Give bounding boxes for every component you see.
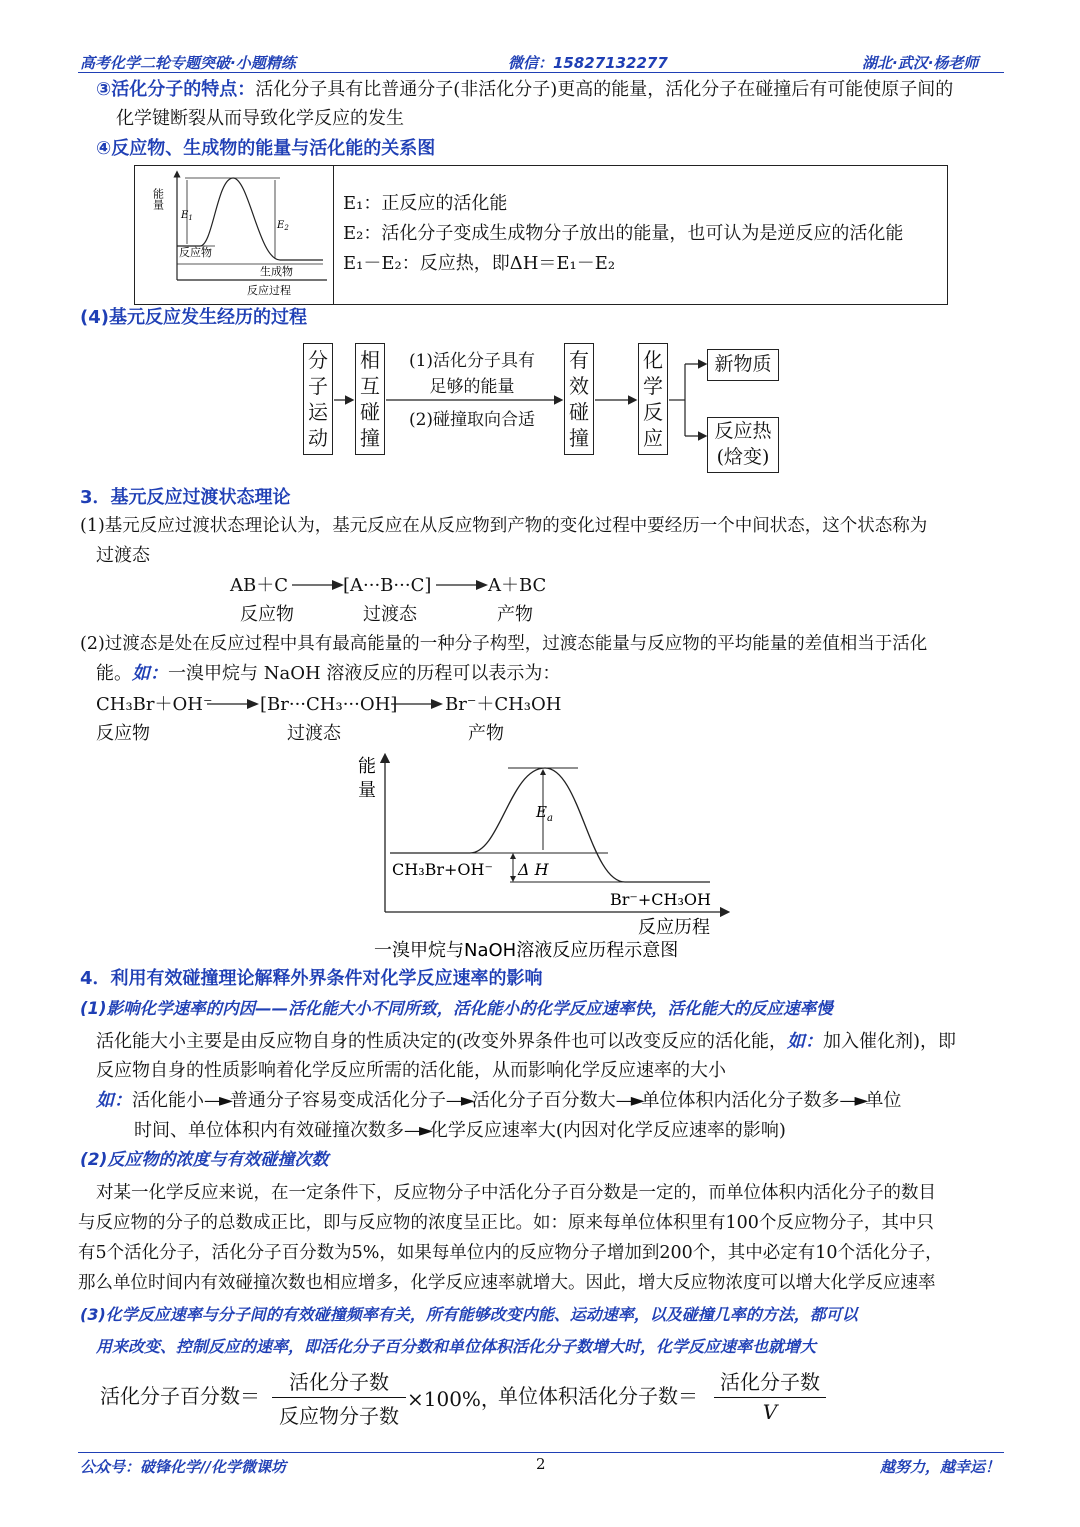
text-line: 活化能大小主要是由反应物自身的性质决定的(改变外界条件也可以改变反应的活化能，如：加入催化剂)，即 [96,1031,957,1052]
section-heading: (4)基元反应发生经历的过程 [80,307,307,328]
def-e2: E₂：活化分子变成生成物分子放出的能量，也可认为是逆反应的活化能 [343,223,904,244]
header-right: 湖北·武汉·杨老师 [862,54,979,72]
ea-label: $E_a$ [536,803,553,824]
example-chain-line-2: 时间、单位体积内有效碰撞次数多—►化学反应速率大(内因对化学反应速率的影响) [134,1120,786,1141]
text-line: 与反应物的分子的总数成正比，即与反应物的浓度呈正比。如：原来每单位体积里有100个反应物分子，其中只 [78,1213,934,1233]
fraction-denominator: 反应物分子数 [279,1404,399,1428]
eq2-reactant: CH₃Br＋OH⁻ [96,694,213,715]
eq2-arrow-2 [391,697,443,711]
eq1-arrow-1 [292,578,344,592]
subheading-rate-frequency-1: (3)化学反应速率与分子间的有效碰撞频率有关，所有能够改变内能、运动速率，以及碰撞几率的方法，都可以 [80,1305,858,1324]
energy-diagram-bromomethane [350,750,740,965]
y-label-1: 能 [358,756,376,777]
e1-label: $E_1$ [181,210,193,222]
fraction-numerator: 活化分子数 [272,1366,406,1398]
def-e1-e2: E₁－E₂：反应热，即ΔH＝E₁－E₂ [343,253,616,274]
eq2-label-reactant: 反应物 [96,723,150,744]
eq1-transition: [A···B···C] [343,575,432,596]
text-line: 有5个活化分子，活化分子百分数为5%，如果每单位内的反应物分子增加到200个，其中必定有10个活化分子， [78,1243,943,1263]
x-label: 反应过程 [247,284,291,297]
flow-box-new-substance: 新物质 [707,349,779,381]
subheading-rate-frequency-2: 用来改变、控制反应的速率，即活化分子百分数和单位体积活化分子数增大时，化学反应速率也就增大 [96,1337,817,1356]
eq2-label-transition: 过渡态 [287,723,341,744]
text-line: 对某一化学反应来说，在一定条件下，反应物分子中活化分子百分数是一定的，而单位体积内活化分子的数目 [96,1183,936,1203]
fraction-denominator: V [762,1400,778,1424]
y-label: 能量 [151,188,165,210]
def-e1: E₁：正反应的活化能 [343,193,508,214]
footer-rule [78,1452,1004,1453]
label-activated-feature: ③活化分子的特点： [96,79,256,100]
eq2-arrow-1 [207,697,259,711]
text-line: 那么单位时间内有效碰撞次数也相应增多，化学反应速率就增大。因此，增大反应物浓度可以增大化学反应速率 [78,1273,936,1293]
eq2-transition: [Br···CH₃···OH] [260,694,398,715]
section-heading: ④反应物、生成物的能量与活化能的关系图 [96,138,436,159]
formula-volume-fraction [714,1366,826,1424]
e2-label: $E_2$ [277,220,289,232]
eq1-product: A＋BC [488,575,547,596]
eq1-label-transition: 过渡态 [363,604,417,625]
reactant-label: 反应物 [179,246,212,259]
text-line: 过渡态 [96,545,150,566]
table-divider [333,165,334,305]
header-rule [78,72,1004,73]
y-label-2: 量 [358,780,376,801]
section-3-heading: 3．基元反应过渡状态理论 [80,487,291,508]
eq2-product: Br⁻＋CH₃OH [445,694,562,715]
flow-box-collision: 相互碰撞 [355,343,385,455]
section-4-heading: 4．利用有效碰撞理论解释外界条件对化学反应速率的影响 [80,968,543,989]
flow-box-effective-collision: 有效碰撞 [564,343,594,455]
condition-1a: (1)活化分子具有 [408,351,536,371]
text-line: 反应物自身的性质影响着化学反应所需的活化能，从而影响化学反应速率的大小 [96,1060,726,1081]
x-label: 反应历程 [638,917,710,938]
footer-left: 公众号：破锋化学//化学微课坊 [80,1458,286,1476]
text-line: (2)过渡态是处在反应过程中具有最高能量的一种分子构型，过渡态能量与反应物的平均能量的差值相当于活化 [80,634,928,654]
flow-box-molecular-motion: 分子运动 [303,343,333,455]
eq2-label-product: 产物 [468,723,504,744]
flow-box-reaction-heat: 反应热 (焓变) [707,417,779,473]
text-line: 化学键断裂从而导致化学反应的发生 [116,108,404,129]
product-label: Br⁻+CH₃OH [610,890,711,909]
reactant-label: CH₃Br+OH⁻ [392,860,493,879]
formula-percentage-label: 活化分子百分数＝ [100,1384,260,1408]
fraction-numerator: 活化分子数 [714,1366,826,1398]
subheading-internal-cause: (1)影响化学速率的内因——活化能大小不同所致，活化能小的化学反应速率快，活化能大的反应速率慢 [80,999,833,1018]
text-line: 活化分子具有比普通分子(非活化分子)更高的能量，活化分子在碰撞后有可能使原子间的 [255,79,954,100]
subheading-concentration: (2)反应物的浓度与有效碰撞次数 [80,1150,329,1170]
header-center: 微信：15827132277 [508,54,668,72]
formula-percentage-fraction [272,1366,406,1429]
flow-arrows [330,340,720,470]
paragraph-activated-molecule [96,75,1016,104]
product-label: 生成物 [260,265,293,278]
eq1-reactant: AB＋C [230,575,288,596]
text-line: 能。如：一溴甲烷与 NaOH 溶液反应的历程可以表示为： [96,663,561,684]
page-number: 2 [536,1455,546,1473]
text-line: (1)基元反应过渡状态理论认为，基元反应在从反应物到产物的变化过程中要经历一个中间状态，这个状态称为 [80,516,928,536]
formula-volume-label: 单位体积活化分子数＝ [498,1384,698,1408]
example-chain-line-1: 如：活化能小—►普通分子容易变成活化分子—►活化分子百分数大—►单位体积内活化分子数多—►单位 [96,1090,902,1111]
eq1-arrow-2 [436,578,488,592]
diagram-caption: 一溴甲烷与NaOH溶液反应历程示意图 [374,940,679,961]
flow-box-chemical-reaction: 化学反应 [638,343,668,455]
condition-2: (2)碰撞取向合适 [408,410,536,430]
footer-right: 越努力，越幸运！ [880,1458,1001,1476]
eq1-label-reactant: 反应物 [240,604,294,625]
header-left: 高考化学二轮专题突破·小题精练 [80,54,296,72]
formula-percentage-tail: ×100%， [407,1387,501,1411]
eq1-label-product: 产物 [497,604,533,625]
condition-1b: 足够的能量 [429,377,515,397]
dh-label: Δ H [518,860,549,879]
energy-diagram-small [151,168,330,303]
